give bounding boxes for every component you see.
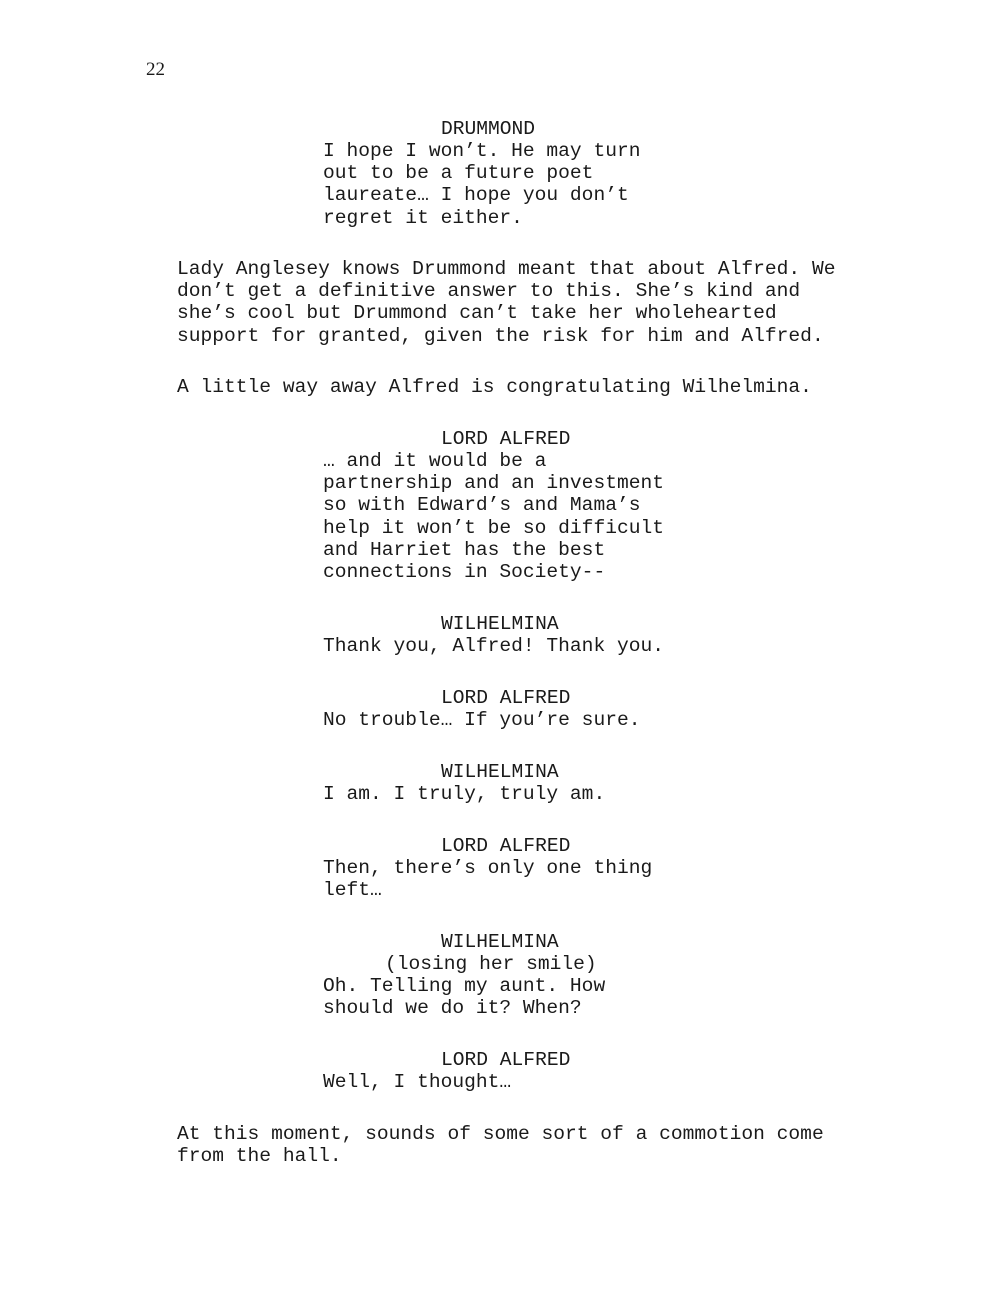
character-name-wilhelmina: WILHELMINA xyxy=(441,761,559,783)
action-commotion: At this moment, sounds of some sort of a commotion come from the hall. xyxy=(177,1123,824,1168)
character-name-lord-alfred: LORD ALFRED xyxy=(441,1049,571,1071)
action-lady-anglesey: Lady Anglesey knows Drummond meant that about Alfred. We don’t get a definitive answer to this. She’s kind and she’s cool but Drummond can’t take her wholehearted support for granted, given the risk for him and Alfred. xyxy=(177,258,836,347)
dialogue-lord-alfred: No trouble… If you’re sure. xyxy=(323,709,641,731)
dialogue-wilhelmina: Thank you, Alfred! Thank you. xyxy=(323,635,664,657)
dialogue-wilhelmina: Oh. Telling my aunt. How should we do it? When? xyxy=(323,975,606,1020)
dialogue-drummond: I hope I won’t. He may turn out to be a future poet laureate… I hope you don’t regret it either. xyxy=(323,140,641,229)
character-name-lord-alfred: LORD ALFRED xyxy=(441,428,571,450)
character-name-lord-alfred: LORD ALFRED xyxy=(441,687,571,709)
page-number: 22 xyxy=(146,59,165,80)
parenthetical-wilhelmina: (losing her smile) xyxy=(385,953,597,975)
character-name-lord-alfred: LORD ALFRED xyxy=(441,835,571,857)
dialogue-wilhelmina: I am. I truly, truly am. xyxy=(323,783,606,805)
character-name-wilhelmina: WILHELMINA xyxy=(441,613,559,635)
dialogue-lord-alfred: … and it would be a partnership and an investment so with Edward’s and Mama’s help it won’t be so difficult and Harriet has the best connections in Society-- xyxy=(323,450,664,584)
action-alfred-congratulating: A little way away Alfred is congratulating Wilhelmina. xyxy=(177,376,812,398)
character-name-wilhelmina: WILHELMINA xyxy=(441,931,559,953)
dialogue-lord-alfred: Then, there’s only one thing left… xyxy=(323,857,653,902)
dialogue-lord-alfred: Well, I thought… xyxy=(323,1071,512,1093)
character-name-drummond: DRUMMOND xyxy=(441,118,536,140)
